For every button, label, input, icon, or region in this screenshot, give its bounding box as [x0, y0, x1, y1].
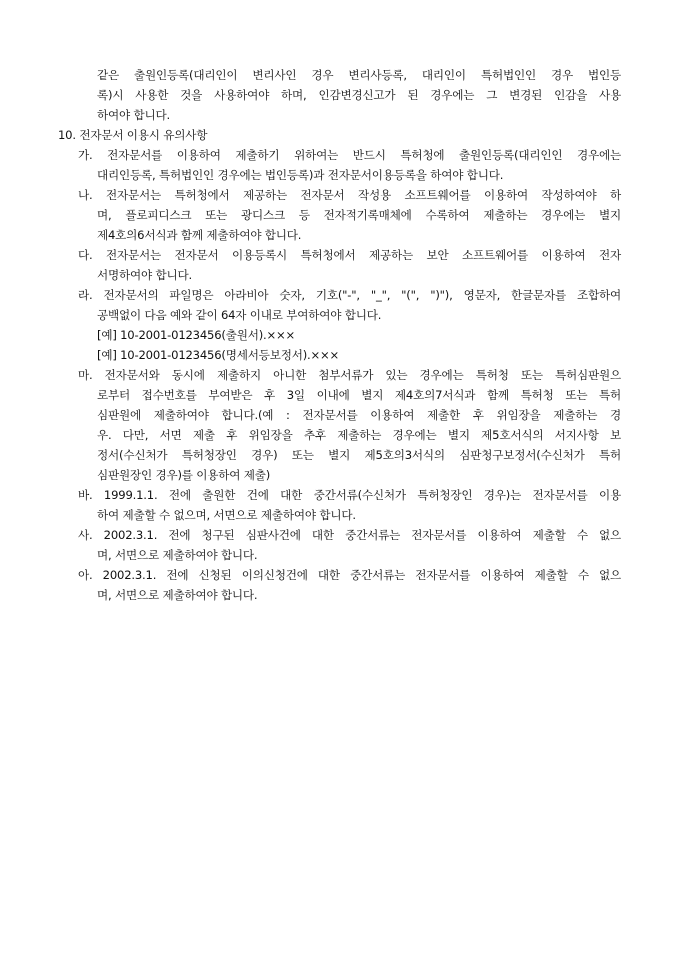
text-line: 며, 플로피디스크 또는 광디스크 등 전자적기록매체에 수록하여 제출하는 경우에는 별지 — [97, 208, 621, 222]
text-line: 하여 제출할 수 없으며, 서면으로 제출하여야 합니다. — [97, 508, 356, 522]
text-line: 심판원장인 경우)를 이용하여 제출) — [97, 468, 271, 482]
list-item: 사. 2002.3.1. 전에 청구된 심판사건에 대한 중간서류는 전자문서를 이용하여 제출할 수 없으 — [78, 528, 621, 542]
text-line: 하여야 합니다. — [97, 108, 170, 122]
text-line: 정서(수신처가 특허청장인 경우) 또는 별지 제5호의3서식의 심판청구보정서(수신처가 특허 — [97, 448, 621, 462]
list-item: 라. 전자문서의 파일명은 아라비아 숫자, 기호("-", "_", "(", ")"), 영문자, 한글문자를 조합하여 — [78, 288, 621, 302]
list-item: 다. 전자문서는 전자문서 이용등록시 특허청에서 제공하는 보안 소프트웨어를 이용하여 전자 — [78, 248, 621, 262]
text-line: 우. 다만, 서면 제출 후 위임장을 추후 제출하는 경우에는 별지 제5호서식의 서지사항 보 — [97, 428, 621, 442]
list-item: 바. 1999.1.1. 전에 출원한 건에 대한 중간서류(수신처가 특허청장인 경우)는 전자문서를 이용 — [78, 488, 621, 502]
text-line: 서명하여야 합니다. — [97, 268, 192, 282]
list-item: 가. 전자문서를 이용하여 제출하기 위하여는 반드시 특허청에 출원인등록(대리인인 경우에는 — [78, 148, 621, 162]
text-line: 공백없이 다음 예와 같이 64자 이내로 부여하여야 합니다. — [97, 308, 382, 322]
text-line: 대리인등록, 특허법인인 경우에는 법인등록)과 전자문서이용등록을 하여야 합니다. — [97, 168, 504, 182]
text-line: 록)시 사용한 것을 사용하여야 하며, 인감변경신고가 된 경우에는 그 변경된 인감을 사용 — [97, 88, 621, 102]
list-item: 마. 전자문서와 동시에 제출하지 아니한 첨부서류가 있는 경우에는 특허청 또는 특허심판원으 — [78, 368, 621, 382]
list-item: 아. 2002.3.1. 전에 신청된 이의신청건에 대한 중간서류는 전자문서를 이용하여 제출할 수 없으 — [78, 568, 621, 582]
text-line: 제4호의6서식과 함께 제출하여야 합니다. — [97, 228, 302, 242]
text-line: 며, 서면으로 제출하여야 합니다. — [97, 548, 258, 562]
text-line: 로부터 접수번호를 부여받은 후 3일 이내에 별지 제4호의7서식과 함께 특허청 또는 특허 — [97, 388, 621, 402]
list-item: 나. 전자문서는 특허청에서 제공하는 전자문서 작성용 소프트웨어를 이용하여 작성하여야 하 — [78, 188, 621, 202]
text-line: 같은 출원인등록(대리인이 변리사인 경우 변리사등록, 대리인이 특허법인인 경우 법인등 — [97, 68, 621, 82]
example-line: [예] 10-2001-0123456(명세서등보정서).××× — [97, 348, 340, 362]
text-line: 며, 서면으로 제출하여야 합니다. — [97, 588, 258, 602]
example-line: [예] 10-2001-0123456(출원서).××× — [97, 328, 296, 342]
text-line: 심판원에 제출하여야 합니다.(예 : 전자문서를 이용하여 제출한 후 위임장을 제출하는 경 — [97, 408, 621, 422]
section-heading: 10. 전자문서 이용시 유의사항 — [58, 128, 208, 142]
